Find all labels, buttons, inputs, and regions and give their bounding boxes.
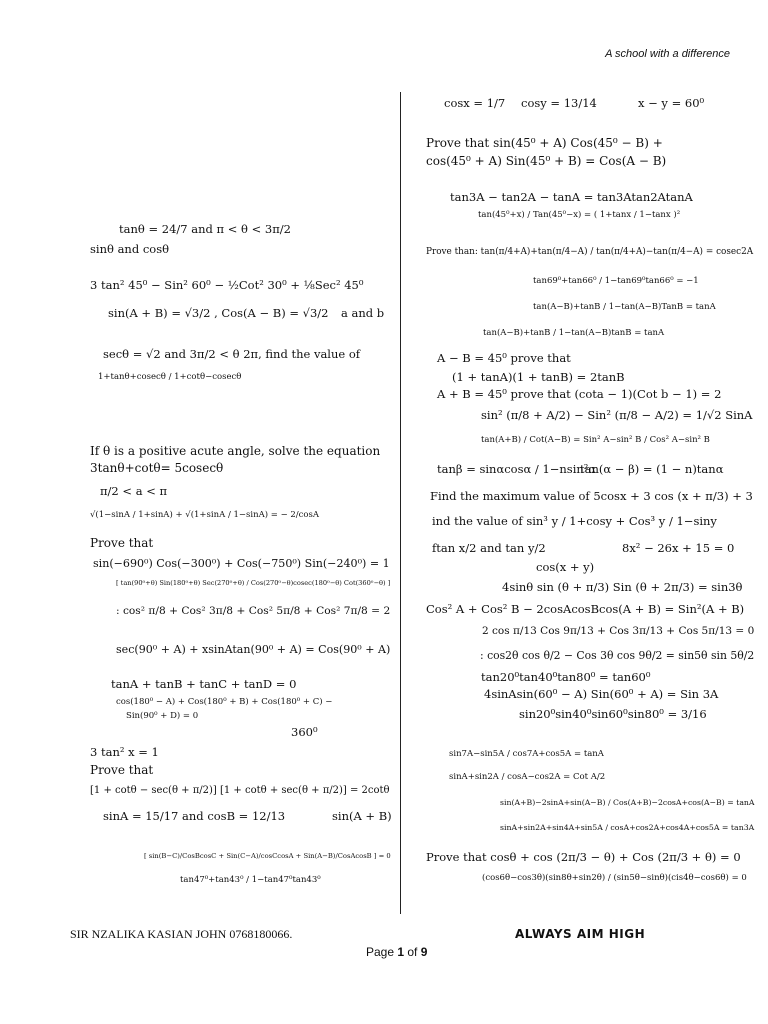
problem-line: sin7A−sin5A / cos7A+cos5A = tanA xyxy=(449,749,604,759)
problem-line: tan(A+B) / Cot(A−B) = Sin² A−sin² B / Cos² A−sin² B xyxy=(481,435,710,445)
page-of: of xyxy=(404,945,421,959)
footer-author: SIR NZALIKA KASIAN JOHN 0768180066. xyxy=(70,927,293,941)
problem-line: (1 + tanA)(1 + tanB) = 2tanB xyxy=(452,370,625,384)
problem-line: sec(90⁰ + A) + xsinAtan(90⁰ + A) = Cos(90⁰ + A) xyxy=(116,643,391,656)
problem-line: : cos² π/8 + Cos² 3π/8 + Cos² 5π/8 + Cos² 7π/8 = 2 xyxy=(116,604,391,617)
problem-line: tanA + tanB + tanC + tanD = 0 xyxy=(111,677,297,691)
problem-line: sin(−690⁰) Cos(−300⁰) + Cos(−750⁰) Sin(−240⁰) = 1 xyxy=(93,557,390,570)
footer-slogan: ALWAYS AIM HIGH xyxy=(515,927,646,941)
problem-line: [ tan(90⁰+θ) Sin(180⁰+θ) Sec(270⁰+θ) / Cos(270⁰−θ)cosec(180⁰−θ) Cot(360⁰−θ) ] xyxy=(116,579,391,587)
problem-line: If θ is a positive acute angle, solve the equation xyxy=(90,444,381,458)
problem-line: tan(45⁰+x) / Tan(45⁰−x) = ( 1+tanx / 1−tanx )² xyxy=(478,210,681,220)
problem-line: √(1−sinA / 1+sinA) + √(1+sinA / 1−sinA) = − 2/cosA xyxy=(90,510,320,520)
problem-line: Prove that sin(45⁰ + A) Cos(45⁰ − B) + xyxy=(426,136,663,150)
problem-line: ind the value of sin³ y / 1+cosy + Cos³ y / 1−siny xyxy=(432,514,717,528)
problem-line: (cos6θ−cos3θ)(sin8θ+sin2θ) / (sin5θ−sinθ)(cis4θ−cos6θ) = 0 xyxy=(482,873,747,883)
problem-line: sin² (π/8 + A/2) − Sin² (π/8 − A/2) = 1/√2 SinA xyxy=(481,408,753,422)
problem-line: tan47⁰+tan43⁰ / 1−tan47⁰tan43⁰ xyxy=(180,875,321,885)
problem-line: tan(A−B)+tanB / 1−tan(A−B)TanB = tanA xyxy=(533,302,716,312)
header-motto: A school with a difference xyxy=(605,48,730,60)
column-divider xyxy=(400,92,401,914)
problem-line: sin(A + B) xyxy=(332,809,392,823)
page-current: 1 xyxy=(397,945,405,959)
problem-line: tan(α − β) = (1 − n)tanα xyxy=(580,462,724,476)
problem-line: Sin(90⁰ + D) = 0 xyxy=(126,711,199,721)
problem-line: 4sinAsin(60⁰ − A) Sin(60⁰ + A) = Sin 3A xyxy=(484,687,719,701)
problem-line: A − B = 45⁰ prove that xyxy=(437,351,571,365)
problem-line: : cos2θ cos θ/2 − Cos 3θ cos 9θ/2 = sin5θ sin 5θ/2 xyxy=(480,649,755,662)
problem-line: 8x² − 26x + 15 = 0 xyxy=(622,541,735,555)
problem-line: 4sinθ sin (θ + π/3) Sin (θ + 2π/3) = sin3θ xyxy=(502,580,743,594)
problem-line: 2 cos π/13 Cos 9π/13 + Cos 3π/13 + Cos 5π/13 = 0 xyxy=(482,625,755,637)
problem-line: cosy = 13/14 xyxy=(521,96,597,110)
problem-line: sin20⁰sin40⁰sin60⁰sin80⁰ = 3/16 xyxy=(519,707,707,721)
page-total: 9 xyxy=(420,945,428,959)
problem-line: Cos² A + Cos² B − 2cosAcosBcos(A + B) = Sin²(A + B) xyxy=(426,602,745,616)
problem-line: sinθ and cosθ xyxy=(90,242,170,256)
problem-line: tanθ = 24/7 and π < θ < 3π/2 xyxy=(119,222,291,236)
problem-line: x − y = 60⁰ xyxy=(638,96,705,110)
problem-line: sinA+sin2A+sin4A+sin5A / cosA+cos2A+cos4A+cos5A = tan3A xyxy=(500,823,755,832)
problem-line: tanβ = sinαcosα / 1−nsin²α xyxy=(437,462,597,476)
problem-line: sin(A+B)−2sinA+sin(A−B) / Cos(A+B)−2cosA+cos(A−B) = tanA xyxy=(500,798,755,807)
page-number xyxy=(366,945,427,959)
problem-line: [ sin(B−C)/CosBcosC + Sin(C−A)/cosCcosA + Sin(A−B)/CosAcosB ] = 0 xyxy=(144,852,391,860)
problem-line: Prove than: tan(π/4+A)+tan(π/4−A) / tan(π/4+A)−tan(π/4−A) = cosec2A xyxy=(426,247,754,257)
problem-line: cos(180⁰ − A) + Cos(180⁰ + B) + Cos(180⁰ + C) − xyxy=(116,697,333,707)
problem-line: 1+tanθ+cosecθ / 1+cotθ−cosecθ xyxy=(98,372,242,382)
problem-line: 360⁰ xyxy=(291,725,318,739)
problem-line: Prove that xyxy=(90,763,154,777)
problem-line: tan3A − tan2A − tanA = tan3Atan2AtanA xyxy=(450,190,693,204)
problem-line: 3 tan² x = 1 xyxy=(90,745,159,759)
problem-line: Find the maximum value of 5cosx + 3 cos (x + π/3) + 3 xyxy=(430,489,753,503)
problem-line: 3tanθ+cotθ= 5cosecθ xyxy=(90,461,224,475)
problem-line: [1 + cotθ − sec(θ + π/2)] [1 + cotθ + sec(θ + π/2)] = 2cotθ xyxy=(90,785,390,796)
problem-line: cos(x + y) xyxy=(536,560,595,574)
problem-line: cosx = 1/7 xyxy=(444,96,506,110)
problem-line: cos(45⁰ + A) Sin(45⁰ + B) = Cos(A − B) xyxy=(426,154,667,168)
problem-line: secθ = √2 and 3π/2 < θ 2π, find the value of xyxy=(103,347,361,361)
problem-line: π/2 < a < π xyxy=(100,484,168,498)
problem-line: Prove that xyxy=(90,536,154,550)
problem-line: a and b xyxy=(341,306,385,320)
problem-line: sinA = 15/17 and cosB = 12/13 xyxy=(103,809,286,823)
problem-line: tan(A−B)+tanB / 1−tan(A−B)tanB = tanA xyxy=(483,328,665,338)
problem-line: tan69⁰+tan66⁰ / 1−tan69⁰tan66⁰ = −1 xyxy=(533,276,699,286)
problem-line: A + B = 45⁰ prove that (cota − 1)(Cot b − 1) = 2 xyxy=(437,387,722,401)
problem-line: ftan x/2 and tan y/2 xyxy=(432,541,546,555)
problem-line: 3 tan² 45⁰ − Sin² 60⁰ − ½Cot² 30⁰ + ⅛Sec² 45⁰ xyxy=(90,278,364,292)
problem-line: sin(A + B) = √3/2 , Cos(A − B) = √3/2 xyxy=(108,306,329,320)
problem-line: sinA+sin2A / cosA−cos2A = Cot A/2 xyxy=(449,772,606,782)
problem-line: Prove that cosθ + cos (2π/3 − θ) + Cos (2π/3 + θ) = 0 xyxy=(426,850,741,864)
problem-line: tan20⁰tan40⁰tan80⁰ = tan60⁰ xyxy=(481,670,651,684)
page-prefix: Page xyxy=(366,945,398,959)
